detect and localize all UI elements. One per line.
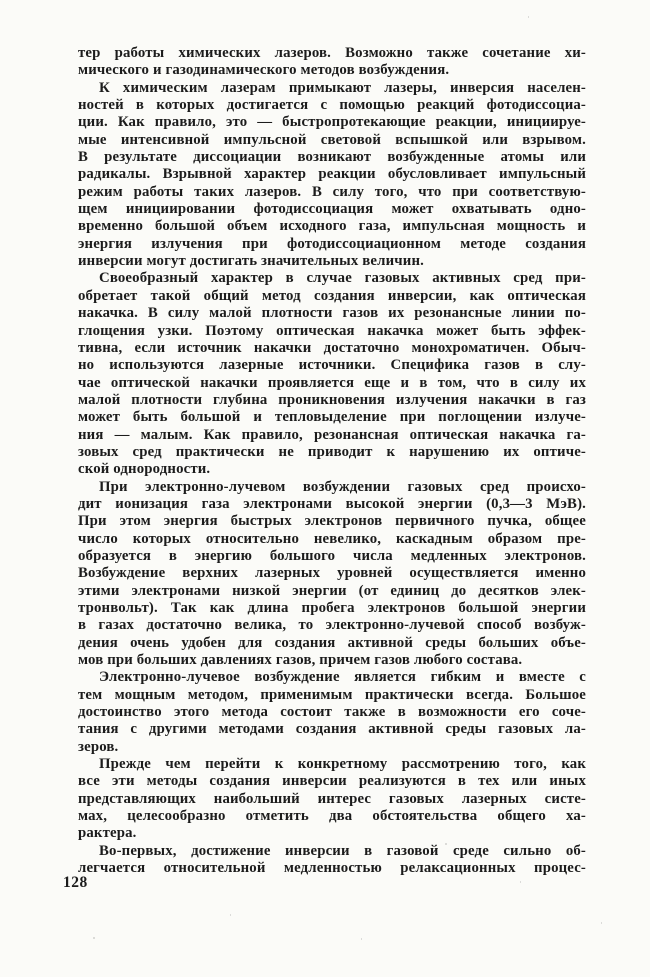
page-number: 128 [63, 874, 88, 891]
text-line: накачка. В силу малой плотности газов их резонансные линии по- [78, 305, 586, 322]
text-line: дит ионизация газа электронами высокой энергии (0,3—3 МэВ). [78, 495, 586, 512]
text-line: ностей в которых достигается с помощью реакций фотодиссоциа- [78, 97, 586, 114]
scan-speck [601, 922, 602, 924]
text-line: тер работы химических лазеров. Возможно также сочетание хи- [78, 45, 586, 61]
text-line: щем инициировании фотодиссоциация может охватывать одно- [78, 201, 586, 218]
text-line: рактера. [78, 825, 137, 842]
text-line: образуется в энергию большого числа медленных электронов. [78, 547, 586, 564]
scan-speck [175, 71, 177, 73]
text-line: Электронно-лучевое возбуждение является гибким и вместе с [99, 669, 586, 686]
text-line: глощения узки. Поэтому оптическая накачка может быть эффек- [78, 322, 586, 339]
text-line: тронвольт). Так как длина пробега электронов большой энергии [78, 600, 586, 616]
text-line: Возбуждение верхних лазерных уровней осуществляется именно [78, 565, 586, 582]
text-line: представляющих наибольший интерес газовых лазерных систе- [78, 790, 586, 807]
text-line: режим работы таких лазеров. В силу того, что при соответствую- [78, 183, 586, 200]
scan-speck [528, 16, 529, 18]
text-line: Во-первых, достижение инверсии в газовой среде сильно об- [99, 842, 586, 859]
text-line: энергия излучения при фотодиссоциационном методе создания [78, 235, 586, 252]
text-line: дения очень удобен для создания активной среды больших объе- [78, 634, 586, 651]
text-line: При электронно-лучевом возбуждении газовых сред происхо- [99, 478, 586, 495]
text-line: Прежде чем перейти к конкретному рассмотрению того, как [99, 756, 586, 773]
text-line: К химическим лазерам примыкают лазеры, инверсия населен- [99, 79, 586, 96]
scan-speck [361, 938, 362, 940]
text-line: малой плотности глубина проникновения излучения накачки в газ [78, 391, 586, 408]
text-line: зовых сред практически не приводит к нарушению их оптиче- [78, 443, 586, 460]
text-line: обретает такой общий метод создания инверсии, как оптическая [78, 287, 586, 304]
text-line: ской однородности. [78, 461, 211, 478]
text-line: При этом энергия быстрых электронов первичного пучка, общее [78, 513, 586, 530]
text-line: инверсии могут достигать значительных величин. [78, 253, 424, 270]
text-line: достоинство этого метода состоит также в возможности его соче- [78, 704, 586, 721]
text-line: мов при больших давлениях газов, причем газов любого состава. [78, 652, 523, 669]
text-line: тания с другими методами создания активной среды газовых ла- [78, 721, 586, 738]
text-line: этими электронами низкой энергии (от единиц до десятков элек- [78, 582, 586, 599]
text-line: в газах достаточно велика, то электронно-лучевой способ возбуж- [78, 617, 586, 634]
text-line: легчается относительной медленностью релаксационных процес- [78, 860, 586, 877]
scan-speck [520, 881, 521, 883]
text-line: все эти методы создания инверсии реализуются в тех или иных [78, 773, 586, 790]
text-line: ции. Как правило, это — быстропротекающие реакции, инициируе- [78, 114, 586, 131]
text-line: В результате диссоциации возникают возбужденные атомы или [78, 149, 586, 166]
body-text-block [78, 45, 586, 878]
text-line: тивна, если источник накачки достаточно монохроматичен. Обыч- [78, 339, 586, 356]
text-line: ния — малым. Как правило, резонансная оптическая накачка га- [78, 426, 586, 443]
scan-speck [230, 914, 231, 916]
text-line: чае оптической накачки проявляется еще и в том, что в силу их [78, 374, 586, 391]
text-line: мые интенсивной импульсной световой вспышкой или взрывом. [78, 131, 586, 148]
scan-speck [93, 937, 95, 939]
text-line: тем мощным методом, применимым практически всегда. Большое [78, 686, 586, 703]
text-line: но используются лазерные источники. Специфика газов в слу- [78, 357, 586, 374]
text-line: Своеобразный характер в случае газовых активных сред при- [99, 270, 586, 287]
text-line: мах, целесообразно отметить два обстоятельства общего ха- [78, 808, 586, 825]
text-line: зеров. [78, 738, 119, 755]
text-line: мического и газодинамического методов возбуждения. [78, 62, 450, 79]
scan-speck [445, 843, 447, 845]
text-line: временно большой объем исходного газа, импульсная мощность и [78, 218, 586, 235]
text-line: число которых относительно невелико, каскадным образом пре- [78, 530, 586, 547]
text-line: может быть большой и тепловыделение при поглощении излуче- [78, 409, 586, 426]
text-line: радикалы. Взрывной характер реакции обусловливает импульсный [78, 166, 586, 183]
